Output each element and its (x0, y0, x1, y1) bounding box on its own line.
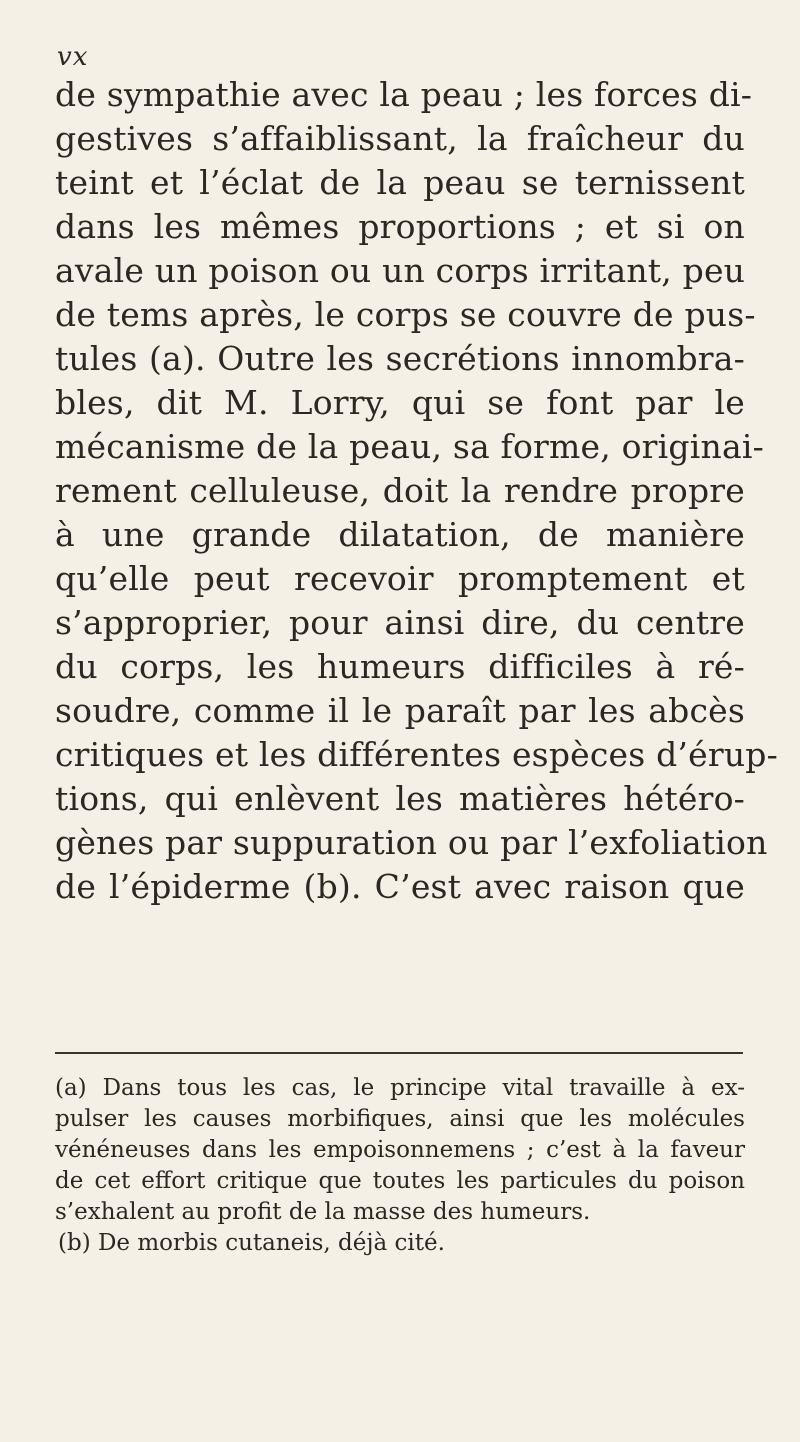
footnote-line: vénéneuses dans les empoisonnemens ; c’est à la faveur (55, 1137, 745, 1163)
text-line: de sympathie avec la peau ; les forces di- (55, 75, 753, 114)
text-line: à une grande dilatation, de manière (55, 515, 745, 554)
text-line: gestives s’affaiblissant, la fraîcheur du (55, 119, 745, 158)
text-line: soudre, comme il le paraît par les abcès (55, 691, 745, 730)
footnote-line: (a) Dans tous les cas, le principe vital travaille à ex- (55, 1075, 745, 1101)
text-line: tules (a). Outre les secrétions innombra- (55, 339, 745, 378)
text-line: rement celluleuse, doit la rendre propre (55, 471, 745, 510)
text-line: tions, qui enlèvent les matières hétéro- (55, 779, 745, 818)
footnote-divider (55, 1052, 743, 1054)
text-line: dans les mêmes proportions ; et si on (55, 207, 745, 246)
page-number: vx (57, 42, 89, 72)
text-line: de tems après, le corps se couvre de pus- (55, 295, 756, 334)
text-line: de l’épiderme (b). C’est avec raison que (55, 867, 745, 906)
text-line: s’approprier, pour ainsi dire, du centre (55, 603, 745, 642)
footnote-line: (b) De morbis cutaneis, déjà cité. (58, 1230, 445, 1256)
text-line: teint et l’éclat de la peau se ternissent (55, 163, 745, 202)
text-line: du corps, les humeurs difficiles à ré- (55, 647, 745, 686)
footnote-line: de cet effort critique que toutes les particules du poison (55, 1168, 745, 1194)
footnote-line: s’exhalent au profit de la masse des humeurs. (55, 1199, 591, 1225)
text-line: qu’elle peut recevoir promptement et (55, 559, 745, 598)
text-line: critiques et les différentes espèces d’érup- (55, 735, 778, 774)
footnote-line: pulser les causes morbifiques, ainsi que les molécules (55, 1106, 745, 1132)
main-text (55, 73, 778, 909)
text-line: mécanisme de la peau, sa forme, originai- (55, 427, 764, 466)
text-line: avale un poison ou un corps irritant, peu (55, 251, 746, 290)
footnotes (55, 1073, 745, 1259)
text-line: gènes par suppuration ou par l’exfoliation (55, 823, 768, 862)
text-line: bles, dit M. Lorry, qui se font par le (55, 383, 745, 422)
